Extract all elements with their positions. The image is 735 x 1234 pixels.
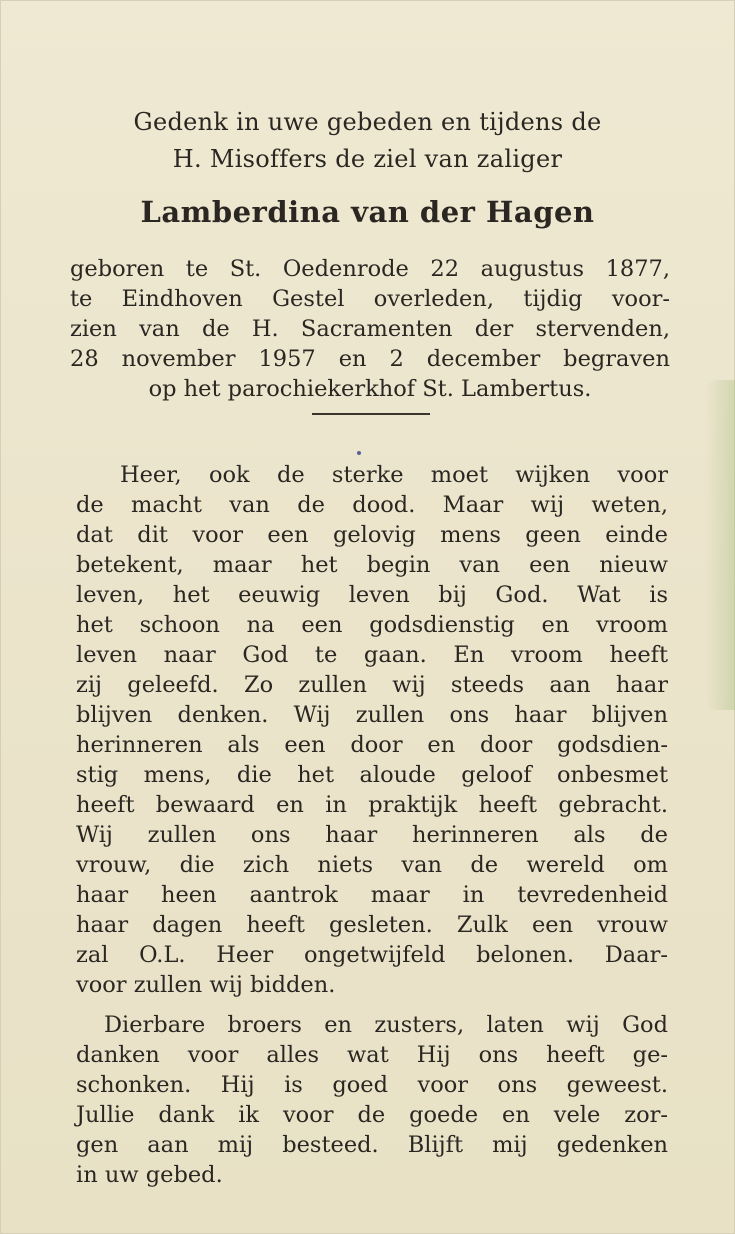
prayer-line: Heer, ook de sterke moet wijken voor (120, 462, 668, 488)
prayer-line: zij geleefd. Zo zullen wij steeds aan haar (76, 672, 668, 698)
biography-paragraph (70, 254, 670, 404)
header-line-1: Gedenk in uwe gebeden en tijdens de (133, 108, 602, 136)
ink-dot (357, 451, 361, 455)
prayer-line: dat dit voor een gelovig mens geen einde (76, 522, 668, 548)
prayer-line: haar dagen heeft gesleten. Zulk een vrouw (76, 912, 668, 938)
thanks-line: Dierbare broers en zusters, laten wij God (104, 1012, 668, 1038)
biography-line: geboren te St. Oedenrode 22 augustus 1877, (70, 256, 670, 282)
paper-stain (705, 380, 735, 710)
biography-line: te Eindhoven Gestel overleden, tijdig voor- (70, 286, 670, 312)
thanks-line: schonken. Hij is goed voor ons geweest. (76, 1072, 668, 1098)
prayer-line: leven naar God te gaan. En vroom heeft (76, 642, 668, 668)
deceased-name: Lamberdina van der Hagen (140, 195, 595, 229)
prayer-line: zal O.L. Heer ongetwijfeld belonen. Daar- (76, 942, 668, 968)
prayer-line: stig mens, die het aloude geloof onbesmet (76, 762, 668, 788)
prayer-line: het schoon na een godsdienstig en vroom (76, 612, 668, 638)
prayer-paragraph (76, 460, 668, 1000)
prayer-line: blijven denken. Wij zullen ons haar blijven (76, 702, 668, 728)
prayer-line: vrouw, die zich niets van de wereld om (76, 852, 668, 878)
biography-line: zien van de H. Sacramenten der stervenden, (70, 316, 670, 342)
thanks-paragraph (76, 1010, 668, 1190)
prayer-line: heeft bewaard en in praktijk heeft gebracht. (76, 792, 668, 818)
prayer-line: betekent, maar het begin van een nieuw (76, 552, 668, 578)
thanks-line: Jullie dank ik voor de goede en vele zor- (76, 1102, 668, 1128)
biography-line: 28 november 1957 en 2 december begraven (70, 346, 670, 372)
prayer-line: de macht van de dood. Maar wij weten, (76, 492, 668, 518)
header-line-2: H. Misoffers de ziel van zaliger (172, 145, 563, 173)
prayer-line: leven, het eeuwig leven bij God. Wat is (76, 582, 668, 608)
prayer-line: Wij zullen ons haar herinneren als de (76, 822, 668, 848)
prayer-line: haar heen aantrok maar in tevredenheid (76, 882, 668, 908)
card-header (0, 104, 735, 178)
prayer-line: herinneren als een door en door godsdien- (76, 732, 668, 758)
thanks-line: danken voor alles wat Hij ons heeft ge- (76, 1042, 668, 1068)
section-divider (312, 413, 430, 415)
biography-line: op het parochiekerkhof St. Lambertus. (148, 376, 592, 402)
thanks-line: gen aan mij besteed. Blijft mij gedenken (76, 1132, 668, 1158)
thanks-line: in uw gebed. (76, 1162, 223, 1188)
prayer-line: voor zullen wij bidden. (76, 972, 336, 998)
